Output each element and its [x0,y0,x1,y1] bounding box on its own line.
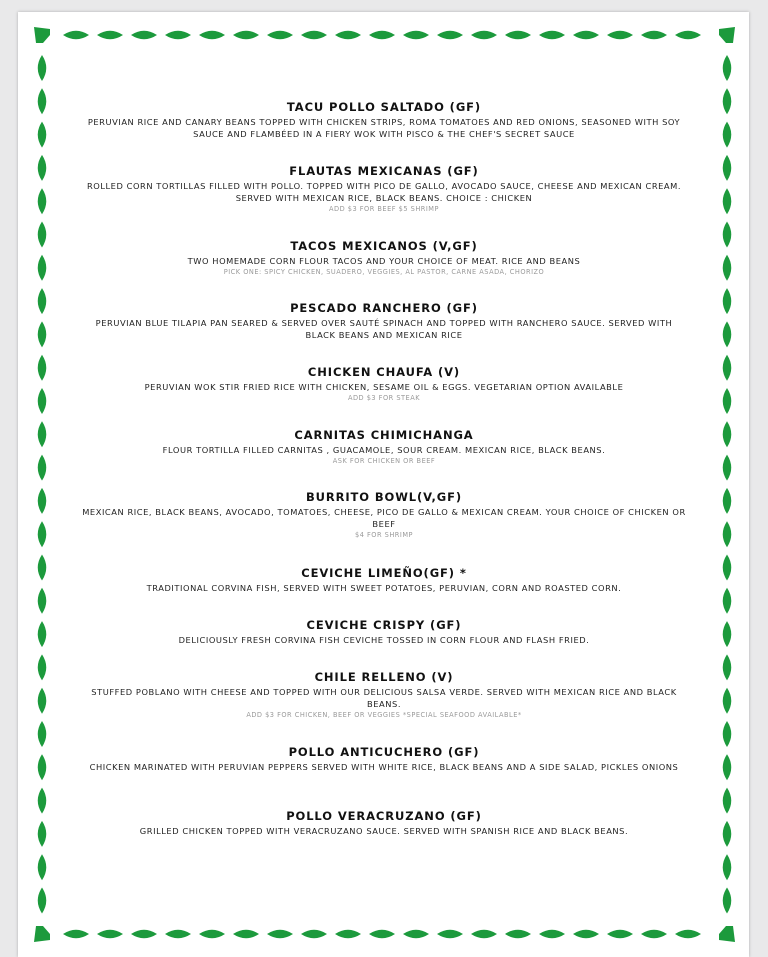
menu-item [80,365,688,403]
leaf-icon [723,255,732,281]
leaf-icon [38,688,47,714]
corner-leaf-icon [719,926,735,942]
leaf-icon [403,31,429,40]
leaf-icon [335,31,361,40]
leaf-icon [723,188,732,214]
leaf-icon [233,31,259,40]
item-description: PERUVIAN BLUE TILAPIA PAN SEARED & SERVED OVER SAUTÉ SPINACH AND TOPPED WITH RANCHERO SAUCE. SERVED WITH BLACK BEANS AND MEXICAN RICE [95,318,673,340]
leaf-icon [63,930,89,939]
menu-item [80,490,688,540]
item-title: BURRITO BOWL(V,GF) [305,490,463,504]
leaf-icon [38,222,47,248]
leaf-icon [38,321,47,347]
leaf-icon [131,31,157,40]
leaf-icon [38,421,47,447]
leaf-icon [675,930,701,939]
leaf-icon [165,31,191,40]
leaf-icon [38,721,47,747]
leaf-icon [38,488,47,514]
leaf-icon [723,721,732,747]
leaf-icon [505,31,531,40]
item-title: TACOS MEXICANOS (V,GF) [290,239,478,253]
leaf-icon [369,930,395,939]
item-description: STUFFED POBLANO WITH CHEESE AND TOPPED WITH OUR DELICIOUS SALSA VERDE. SERVED WITH MEXICAN RICE AND BLACK BEANS. [91,687,677,709]
menu-item [80,239,688,277]
item-description: CHICKEN MARINATED WITH PERUVIAN PEPPERS SERVED WITH WHITE RICE, BLACK BEANS AND A SIDE SALAD, PICKLES ONIONS [89,762,679,772]
leaf-icon [301,31,327,40]
menu-item [80,164,688,214]
item-description: PERUVIAN WOK STIR FRIED RICE WITH CHICKEN, SESAME OIL & EGGS. VEGETARIAN OPTION AVAILABLE [144,382,624,392]
leaf-icon [199,31,225,40]
item-title: FLAUTAS MEXICANAS (GF) [289,164,479,178]
leaf-icon [723,88,732,114]
menu-item [80,566,688,594]
leaf-icon [723,222,732,248]
leaf-icon [723,621,732,647]
item-description: MEXICAN RICE, BLACK BEANS, AVOCADO, TOMATOES, CHEESE, PICO DE GALLO & MEXICAN CREAM. YOUR CHOICE OF CHICKEN OR BEEF [82,507,686,529]
corner-leaf-icon [34,926,50,942]
item-title: TACU POLLO SALTADO (GF) [286,100,482,114]
leaf-icon [723,122,732,148]
leaf-icon [723,854,732,880]
leaf-icon [723,555,732,581]
leaf-icon [38,654,47,680]
leaf-icon [38,821,47,847]
item-title: CHICKEN CHAUFA (V) [307,365,461,379]
leaf-icon [38,888,47,914]
leaf-icon [38,788,47,814]
leaf-icon [38,255,47,281]
leaf-icon [573,31,599,40]
leaf-icon [723,821,732,847]
leaf-icon [97,31,123,40]
leaf-icon [403,930,429,939]
leaf-icon [38,854,47,880]
leaf-icon [675,31,701,40]
item-description: DELICIOUSLY FRESH CORVINA FISH CEVICHE TOSSED IN CORN FLOUR AND FLASH FRIED. [178,635,590,645]
item-note: PICK ONE: SPICY CHICKEN, SUADERO, VEGGIES, AL PASTOR, CARNE ASADA, CHORIZO [223,268,545,276]
leaf-icon [131,930,157,939]
leaf-icon [607,930,633,939]
leaf-icon [573,930,599,939]
leaf-icon [723,754,732,780]
item-title: CEVICHE LIMEÑO(GF) * [301,566,467,580]
menu-item [80,670,688,720]
leaf-icon [369,31,395,40]
leaf-icon [97,930,123,939]
leaf-icon [723,455,732,481]
leaf-icon [38,122,47,148]
leaf-icon [38,55,47,81]
leaf-icon [267,930,293,939]
leaf-icon [641,31,667,40]
item-title: POLLO VERACRUZANO (GF) [286,809,482,823]
item-description: TRADITIONAL CORVINA FISH, SERVED WITH SWEET POTATOES, PERUVIAN, CORN AND ROASTED CORN. [146,583,622,593]
leaf-icon [199,930,225,939]
leaf-icon [539,31,565,40]
item-note: ASK FOR CHICKEN OR BEEF [332,457,436,465]
leaf-icon [38,521,47,547]
leaf-icon [723,155,732,181]
corner-leaf-icon [719,27,735,43]
leaf-icon [471,31,497,40]
item-title: PESCADO RANCHERO (GF) [290,301,478,315]
leaf-icon [63,31,89,40]
leaf-icon [723,521,732,547]
leaf-icon [723,55,732,81]
leaf-icon [723,488,732,514]
leaf-icon [38,754,47,780]
item-title: POLLO ANTICUCHERO (GF) [288,745,480,759]
leaf-icon [267,31,293,40]
item-note: $4 FOR SHRIMP [355,531,413,539]
leaf-icon [505,930,531,939]
item-note: ADD $3 FOR CHICKEN, BEEF OR VEGGIES *SPECIAL SEAFOOD AVAILABLE* [246,711,522,719]
item-title: CHILE RELLENO (V) [314,670,454,684]
item-description: FLOUR TORTILLA FILLED CARNITAS , GUACAMOLE, SOUR CREAM. MEXICAN RICE, BLACK BEANS. [162,445,606,455]
menu-item [80,301,688,341]
leaf-icon [723,321,732,347]
item-note: ADD $3 FOR STEAK [347,394,421,402]
leaf-icon [723,788,732,814]
menu-item [80,618,688,646]
leaf-icon [38,155,47,181]
leaf-icon [723,355,732,381]
leaf-icon [723,288,732,314]
item-note: ADD $3 FOR BEEF $5 SHRIMP [329,205,439,213]
item-description: TWO HOMEMADE CORN FLOUR TACOS AND YOUR CHOICE OF MEAT. RICE AND BEANS [187,256,581,266]
leaf-icon [539,930,565,939]
leaf-icon [437,930,463,939]
menu-item [80,745,688,773]
leaf-icon [38,355,47,381]
item-title: CARNITAS CHIMICHANGA [294,428,474,442]
item-description: GRILLED CHICKEN TOPPED WITH VERACRUZANO SAUCE. SERVED WITH SPANISH RICE AND BLACK BEANS. [139,826,629,836]
leaf-icon [233,930,259,939]
leaf-icon [165,930,191,939]
menu-item [80,428,688,466]
item-description: ROLLED CORN TORTILLAS FILLED WITH POLLO. TOPPED WITH PICO DE GALLO, AVOCADO SAUCE, CHEESE AND MEXICAN CREAM. SERVED WITH MEXICAN RICE, BLACK BEANS. CHOICE : CHICKEN [86,181,682,203]
item-description: PERUVIAN RICE AND CANARY BEANS TOPPED WITH CHICKEN STRIPS, ROMA TOMATOES AND RED ONIONS, SEASONED WITH SOY SAUCE AND FLAMBÉED IN A FIERY WOK WITH PISCO & THE CHEF'S SECRET SAUCE [87,117,681,139]
leaf-icon [641,930,667,939]
leaf-icon [723,688,732,714]
item-title: CEVICHE CRISPY (GF) [306,618,462,632]
leaf-icon [301,930,327,939]
leaf-icon [335,930,361,939]
leaf-icon [723,388,732,414]
leaf-icon [38,188,47,214]
leaf-icon [38,621,47,647]
menu-item [80,809,688,837]
leaf-icon [38,555,47,581]
menu-item [80,100,688,140]
leaf-icon [607,31,633,40]
leaf-icon [471,930,497,939]
leaf-icon [38,455,47,481]
leaf-icon [723,588,732,614]
leaf-icon [437,31,463,40]
leaf-icon [723,421,732,447]
leaf-icon [38,388,47,414]
leaf-icon [38,288,47,314]
leaf-icon [723,888,732,914]
leaf-icon [38,88,47,114]
leaf-icon [38,588,47,614]
leaf-icon [723,654,732,680]
corner-leaf-icon [34,27,50,43]
